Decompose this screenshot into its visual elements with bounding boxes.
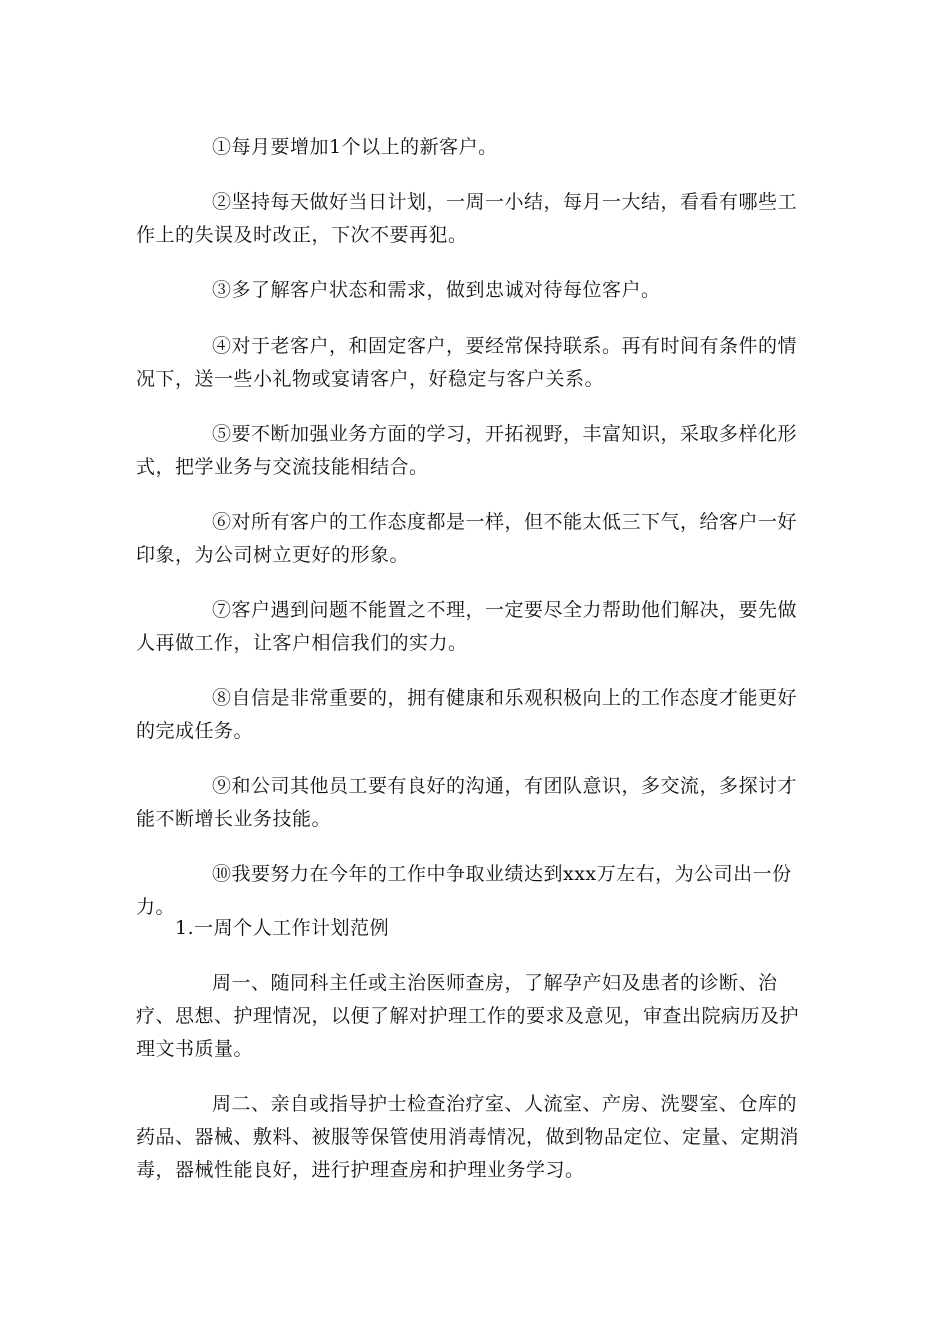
paragraph-8: ⑧自信是非常重要的，拥有健康和乐观积极向上的工作态度才能更好的完成任务。 [136, 687, 798, 742]
paragraph-3: ③多了解客户状态和需求，做到忠诚对待每位客户。 [212, 279, 661, 301]
paragraph-1: ①每月要增加1个以上的新客户。 [212, 136, 498, 158]
paragraph-6: ⑥对所有客户的工作态度都是一样，但不能太低三下气，给客户一好印象，为公司树立更好的形象。 [136, 511, 798, 566]
paragraph-10: ⑩我要努力在今年的工作中争取业绩达到xxx万左右，为公司出一份力。 [136, 863, 792, 918]
section-paragraph-1: 周一、随同科主任或主治医师查房，了解孕产妇及患者的诊断、治疗、思想、护理情况，以便了解对护理工作的要求及意见，审查出院病历及护理文书质量。 [136, 972, 800, 1060]
paragraph-5: ⑤要不断加强业务方面的学习，开拓视野，丰富知识，采取多样化形式，把学业务与交流技能相结合。 [136, 423, 798, 478]
paragraph-4: ④对于老客户，和固定客户，要经常保持联系。再有时间有条件的情况下，送一些小礼物或宴请客户，好稳定与客户关系。 [136, 335, 798, 390]
paragraph-2: ②坚持每天做好当日计划，一周一小结，每月一大结，看看有哪些工作上的失误及时改正，下次不要再犯。 [136, 191, 798, 246]
paragraph-9: ⑨和公司其他员工要有良好的沟通，有团队意识，多交流，多探讨才能不断增长业务技能。 [136, 775, 798, 830]
section-heading: 1.一周个人工作计划范例 [175, 917, 390, 939]
section-paragraph-2: 周二、亲自或指导护士检查治疗室、人流室、产房、洗婴室、仓库的药品、器械、敷料、被服等保管使用消毒情况，做到物品定位、定量、定期消毒，器械性能良好，进行护理查房和护理业务学习。 [136, 1093, 800, 1181]
paragraph-7: ⑦客户遇到问题不能置之不理，一定要尽全力帮助他们解决，要先做人再做工作，让客户相信我们的实力。 [136, 599, 798, 654]
